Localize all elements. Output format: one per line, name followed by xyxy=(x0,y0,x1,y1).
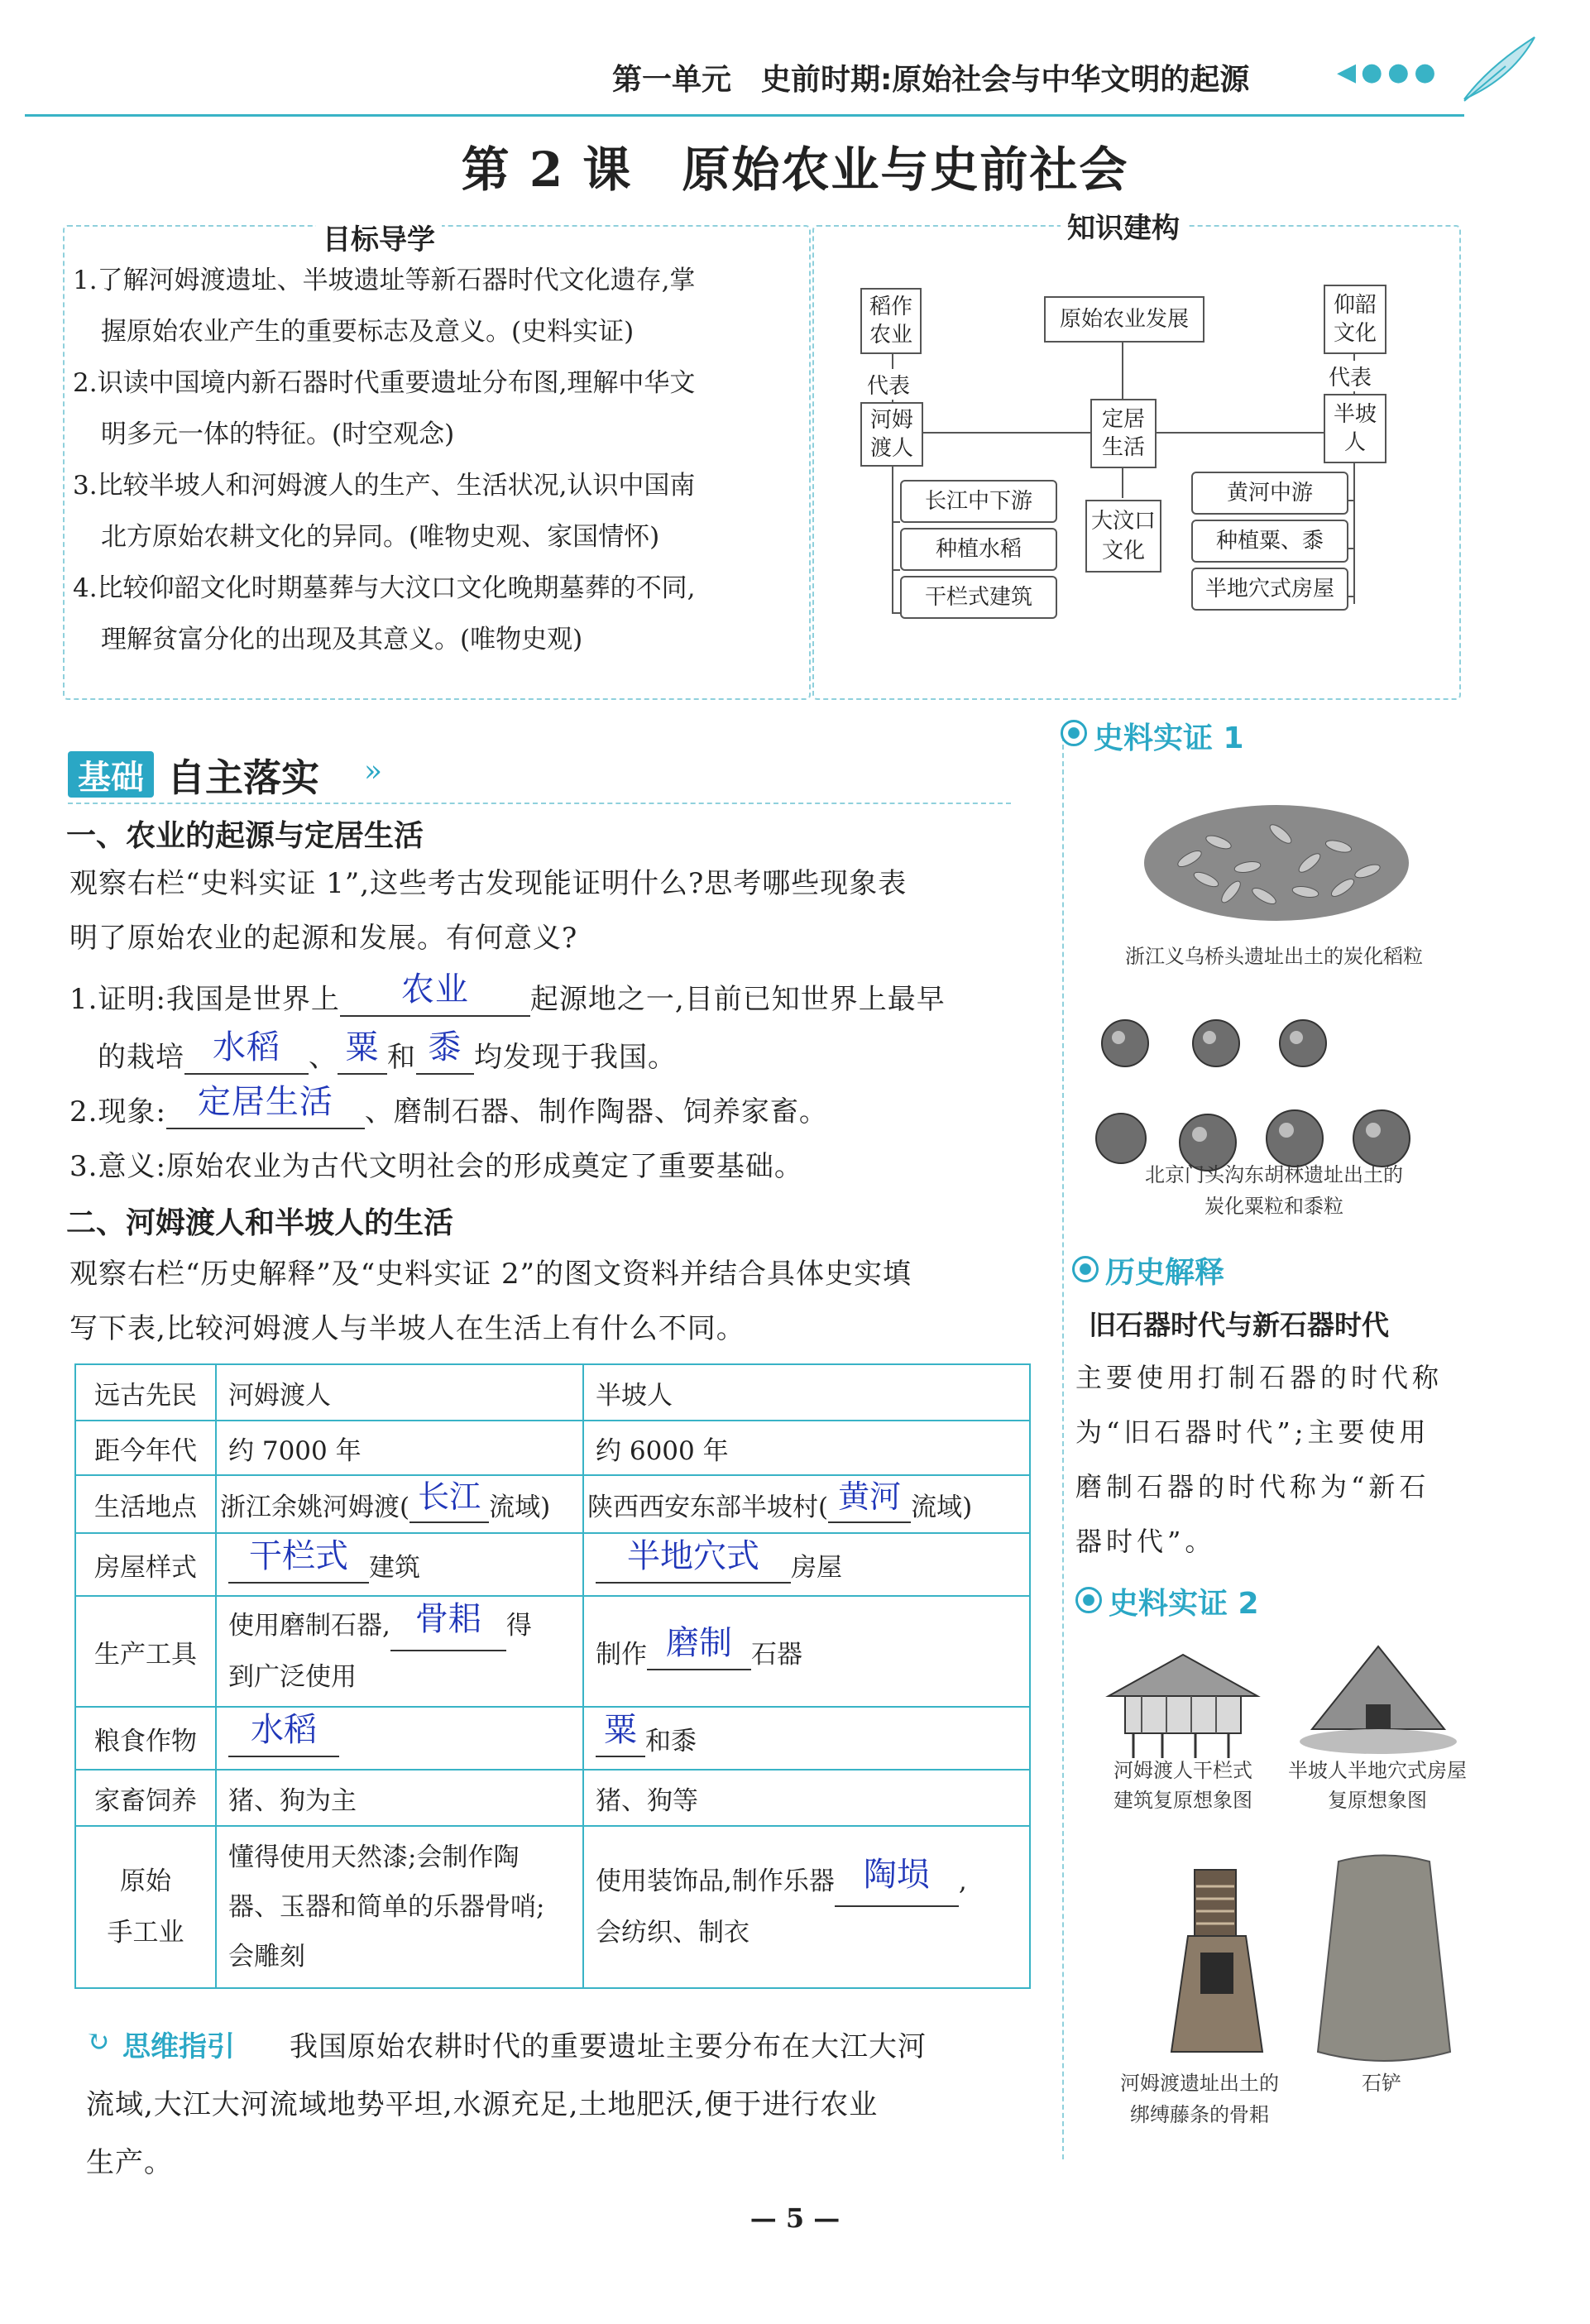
handwritten-answer: 粟 xyxy=(604,1711,637,1749)
answer-blank xyxy=(409,1478,489,1523)
feather-icon xyxy=(1456,33,1539,111)
table-cell: 约 7000 年 xyxy=(216,1421,583,1475)
table-cell: 房屋样式 xyxy=(75,1533,216,1596)
objective-item: 4.比较仰韶文化时期墓葬与大汶口文化晚期墓葬的不同, xyxy=(73,573,696,603)
q2-text: 、磨制石器、制作陶器、饲养家畜。 xyxy=(364,1095,828,1128)
section-title: 自主落实 xyxy=(167,755,319,800)
map-line xyxy=(892,521,900,523)
cell-text: 和黍 xyxy=(645,1727,697,1756)
part1-intro: 观察右栏“史料实证 1”,这些考古发现能证明什么?思考哪些现象表 xyxy=(69,867,908,900)
comparison-table xyxy=(74,1363,1031,1989)
cell-text: 原始 xyxy=(120,1866,171,1896)
question-1-cont xyxy=(98,1028,677,1075)
map-node-hemudu-trait: 长江中下游 xyxy=(900,480,1057,523)
q1-text: 起源地之一,目前已知世界上最早 xyxy=(529,983,946,1016)
objectives-title: 目标导学 xyxy=(316,217,442,257)
table-cell xyxy=(583,1475,1030,1533)
stilt-house-image xyxy=(1100,1646,1266,1766)
answer-blank xyxy=(596,1537,791,1584)
table-cell: 生产工具 xyxy=(75,1596,216,1707)
map-node-banpo-trait: 种植粟、黍 xyxy=(1191,520,1348,563)
answer-blank xyxy=(166,1083,365,1129)
map-node-yangshao: 仰韶文化 xyxy=(1324,285,1386,354)
table-cell: 猪、狗为主 xyxy=(216,1770,583,1826)
cell-text: 器、玉器和简单的乐器骨哨; xyxy=(228,1892,545,1922)
concept-map-title: 知识建构 xyxy=(1061,205,1186,246)
handwritten-answer: 黄河 xyxy=(838,1478,902,1515)
map-node-dawenkou: 大汶口文化 xyxy=(1085,500,1161,573)
answer-blank xyxy=(184,1028,309,1075)
part2-intro: 写下表,比较河姆渡人与半坡人在生活上有什么不同。 xyxy=(69,1312,745,1345)
q2-text: 2.现象: xyxy=(69,1095,166,1128)
caption-millet: 北京门头沟东胡林遗址出土的 xyxy=(1145,1163,1403,1186)
thinking-label: 思维指引 xyxy=(122,2030,235,2063)
cell-text: 建筑 xyxy=(369,1553,420,1583)
table-cell xyxy=(583,1826,1030,1988)
table-row xyxy=(75,1770,1030,1826)
table-cell xyxy=(216,1533,583,1596)
handwritten-answer: 粟 xyxy=(345,1028,380,1066)
map-node-hemudu-trait: 干栏式建筑 xyxy=(900,576,1057,619)
cell-line xyxy=(596,1856,1018,1907)
thinking-text: 流域,大江大河流域地势平坦,水源充足,土地肥沃,便于进行农业 xyxy=(86,2088,879,2121)
map-label-representative: 代表 xyxy=(867,369,910,400)
historical-interpretation-text: 为“旧石器时代”;主要使用 xyxy=(1075,1416,1430,1448)
caption-bone-spade: 河姆渡遗址出土的 xyxy=(1120,2072,1279,2095)
table-row xyxy=(75,1707,1030,1770)
historical-interpretation-text: 主要使用打制石器的时代称 xyxy=(1075,1362,1444,1393)
table-cell: 距今年代 xyxy=(75,1421,216,1475)
map-line xyxy=(892,569,900,571)
table-cell: 生活地点 xyxy=(75,1475,216,1533)
table-row xyxy=(75,1533,1030,1596)
answer-blank xyxy=(390,1600,506,1651)
answer-blank xyxy=(416,1028,474,1075)
stone-shovel-image xyxy=(1305,1853,1463,2072)
section-arrow-icon: » xyxy=(364,755,383,788)
header-dots: ◀●●● xyxy=(1337,58,1441,87)
handwritten-answer: 农业 xyxy=(400,970,469,1009)
handwritten-answer: 半地穴式 xyxy=(627,1537,759,1575)
handwritten-answer: 定居生活 xyxy=(197,1083,333,1121)
part2-heading: 二、河姆渡人和半坡人的生活 xyxy=(66,1206,454,1240)
cell-text: 房屋 xyxy=(791,1553,842,1583)
caption-pit-house: 半坡人半地穴式房屋 xyxy=(1288,1759,1467,1782)
cell-text: 到广泛使用 xyxy=(228,1662,357,1692)
table-row xyxy=(75,1421,1030,1475)
target-icon xyxy=(1075,1587,1102,1613)
part1-intro: 明了原始农业的起源和发展。有何意义? xyxy=(69,922,578,955)
map-node-hemudu: 河姆渡人 xyxy=(860,402,923,467)
cell-text: 会纺织、制衣 xyxy=(596,1918,750,1948)
cell-text: , xyxy=(958,1866,967,1896)
answer-blank xyxy=(338,1028,387,1075)
source-evidence-1-title: 史料实证 1 xyxy=(1094,721,1244,755)
answer-blank xyxy=(835,1856,959,1907)
table-row xyxy=(75,1475,1030,1533)
q1-text: 、 xyxy=(309,1041,338,1074)
cell-text: 使用磨制石器, xyxy=(228,1611,390,1641)
table-cell: 半坡人 xyxy=(583,1364,1030,1421)
table-cell xyxy=(583,1533,1030,1596)
page-number: — 5 — xyxy=(750,2202,840,2234)
map-node-banpo-trait: 半地穴式房屋 xyxy=(1191,568,1348,611)
objective-item: 理解贫富分化的出现及其意义。(唯物史观) xyxy=(101,625,583,654)
handwritten-answer: 磨制 xyxy=(666,1624,732,1662)
table-cell: 家畜饲养 xyxy=(75,1770,216,1826)
target-icon xyxy=(1061,720,1087,746)
cell-text: 浙江余姚河姆渡( xyxy=(220,1492,410,1522)
lesson-title: 第 2 课 原始农业与史前社会 xyxy=(461,141,1129,198)
caption-pit-house: 复原想象图 xyxy=(1328,1789,1427,1812)
map-node-hemudu-trait: 种植水稻 xyxy=(900,528,1057,571)
caption-rice: 浙江义乌桥头遗址出土的炭化稻粒 xyxy=(1125,945,1423,968)
handwritten-answer: 陶埙 xyxy=(863,1856,930,1894)
question-1 xyxy=(69,970,946,1017)
question-3: 3.意义:原始农业为古代文明社会的形成奠定了重要基础。 xyxy=(69,1150,803,1183)
cell-text: 手工业 xyxy=(107,1918,184,1948)
table-row xyxy=(75,1826,1030,1988)
handwritten-answer: 水稻 xyxy=(213,1028,280,1066)
historical-interpretation-text: 器时代”。 xyxy=(1075,1526,1216,1557)
table-cell: 远古先民 xyxy=(75,1364,216,1421)
objectives-list xyxy=(73,255,801,665)
caption-stone-shovel: 石铲 xyxy=(1362,2072,1401,2095)
cell-line xyxy=(228,1600,571,1651)
sidebar-divider xyxy=(1062,728,1064,2159)
thinking-text: 生产。 xyxy=(86,2146,173,2179)
cell-text: 石器 xyxy=(751,1640,802,1670)
target-icon xyxy=(1072,1256,1099,1282)
bone-spade-image xyxy=(1155,1862,1279,2063)
cell-text: 得 xyxy=(505,1611,532,1641)
cell-text: 陕西西安东部半坡村( xyxy=(587,1492,829,1522)
table-cell: 约 6000 年 xyxy=(583,1421,1030,1475)
table-cell xyxy=(583,1596,1030,1707)
cell-text: 制作 xyxy=(596,1640,647,1670)
q1-text: 的栽培 xyxy=(98,1041,184,1074)
table-cell xyxy=(583,1707,1030,1770)
table-cell: 粮食作物 xyxy=(75,1707,216,1770)
part2-intro: 观察右栏“历史解释”及“史料实证 2”的图文资料并结合具体史实填 xyxy=(69,1258,912,1291)
caption-bone-spade: 绑缚藤条的骨耜 xyxy=(1130,2103,1269,2126)
map-node-rice-agriculture: 稻作农业 xyxy=(860,288,922,354)
unit-header: 第一单元 史前时期:原始社会与中华文明的起源 xyxy=(612,63,1250,97)
map-node-settled-life: 定居生活 xyxy=(1090,399,1157,468)
table-cell xyxy=(216,1826,583,1988)
answer-blank xyxy=(228,1537,369,1584)
carbonized-rice-image xyxy=(1140,784,1413,928)
handwritten-answer: 水稻 xyxy=(251,1711,317,1749)
caption-millet: 炭化粟粒和黍粒 xyxy=(1204,1195,1343,1218)
historical-interpretation-text: 磨制石器的时代称为“新石 xyxy=(1075,1471,1430,1502)
pit-house-image xyxy=(1295,1638,1461,1766)
objective-item: 3.比较半坡人和河姆渡人的生产、生活状况,认识中国南 xyxy=(73,471,696,501)
objective-item: 明多元一体的特征。(时空观念) xyxy=(101,419,455,449)
thinking-text: 我国原始农耕时代的重要遗址主要分布在大江大河 xyxy=(290,2030,927,2063)
table-cell: 河姆渡人 xyxy=(216,1364,583,1421)
answer-blank xyxy=(596,1711,645,1757)
map-node-banpo-trait: 黄河中游 xyxy=(1191,472,1348,515)
objective-item: 北方原始农耕文化的异同。(唯物史观、家国情怀) xyxy=(101,522,660,552)
objective-item: 1.了解河姆渡遗址、半坡遗址等新石器时代文化遗存,掌 xyxy=(73,266,696,295)
historical-interpretation-title: 历史解释 xyxy=(1105,1256,1225,1290)
thinking-icon: ↻ xyxy=(86,2025,110,2058)
q1-text: 均发现于我国。 xyxy=(474,1041,677,1074)
cell-text: 会雕刻 xyxy=(228,1942,305,1972)
header-divider xyxy=(25,114,1464,117)
map-line xyxy=(892,463,893,612)
cell-text: 流域) xyxy=(911,1492,973,1522)
source-evidence-2-title: 史料实证 2 xyxy=(1109,1587,1259,1621)
map-label-representative: 代表 xyxy=(1329,361,1372,391)
handwritten-answer: 干栏式 xyxy=(249,1537,348,1575)
map-node-banpo: 半坡人 xyxy=(1324,394,1386,463)
caption-stilt-house: 建筑复原想象图 xyxy=(1113,1789,1252,1812)
cell-text: 使用装饰品,制作乐器 xyxy=(596,1866,835,1896)
question-2 xyxy=(69,1083,828,1129)
answer-blank xyxy=(228,1711,339,1757)
section-underline xyxy=(68,803,1011,806)
map-line xyxy=(1353,460,1355,604)
map-node-agriculture-development: 原始农业发展 xyxy=(1044,296,1204,343)
table-cell xyxy=(216,1596,583,1707)
table-row xyxy=(75,1364,1030,1421)
historical-interpretation-subtitle: 旧石器时代与新石器时代 xyxy=(1089,1309,1389,1341)
objective-item: 2.识读中国境内新石器时代重要遗址分布图,理解中华文 xyxy=(73,368,696,398)
section-badge: 基础 xyxy=(68,751,154,798)
map-line xyxy=(1122,341,1123,399)
table-row xyxy=(75,1596,1030,1707)
caption-stilt-house: 河姆渡人干栏式 xyxy=(1113,1759,1252,1782)
map-line xyxy=(1122,465,1123,498)
table-cell xyxy=(216,1707,583,1770)
answer-blank xyxy=(340,970,530,1017)
objective-item: 握原始农业产生的重要标志及意义。(史料实证) xyxy=(101,317,635,347)
cell-text: 懂得使用天然漆;会制作陶 xyxy=(228,1842,520,1872)
cell-text: 流域) xyxy=(489,1492,551,1522)
handwritten-answer: 黍 xyxy=(428,1028,462,1066)
handwritten-answer: 长江 xyxy=(418,1478,481,1515)
handwritten-answer: 骨耜 xyxy=(414,1600,481,1638)
answer-blank xyxy=(647,1624,751,1670)
table-cell xyxy=(75,1826,216,1988)
table-cell xyxy=(216,1475,583,1533)
map-line xyxy=(892,612,900,614)
q1-text: 1.证明:我国是世界上 xyxy=(69,983,340,1016)
answer-blank xyxy=(828,1478,911,1523)
table-cell: 猪、狗等 xyxy=(583,1770,1030,1826)
part1-heading: 一、农业的起源与定居生活 xyxy=(66,819,424,853)
q1-text: 和 xyxy=(387,1041,416,1074)
